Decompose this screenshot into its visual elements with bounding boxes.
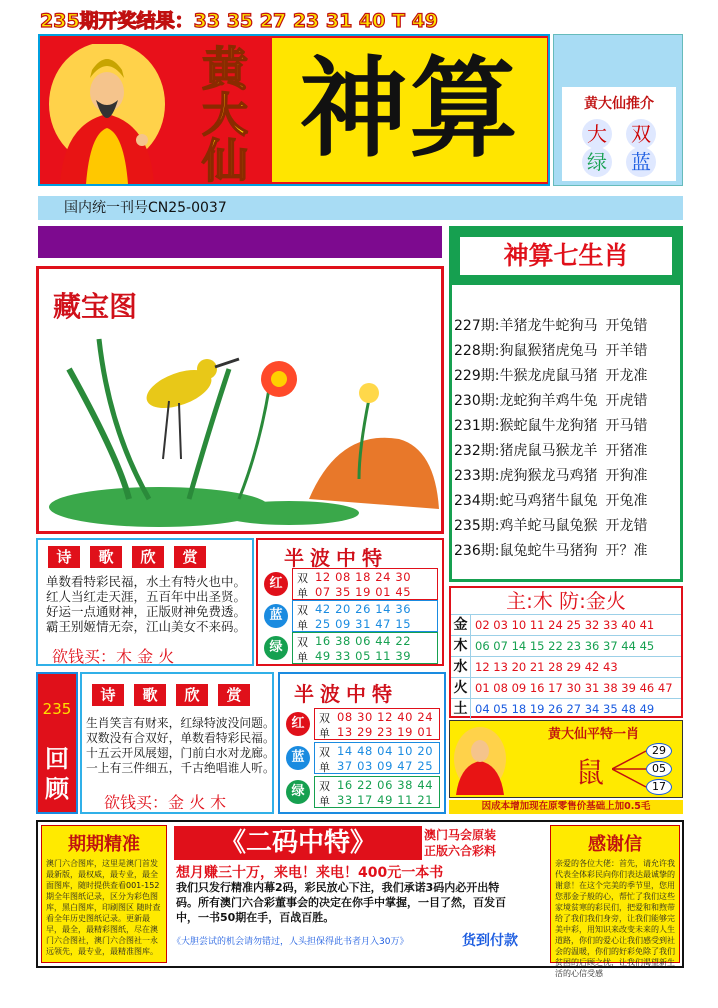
row-result: 开狗准 bbox=[605, 468, 648, 484]
number-list: 14 48 04 10 20 bbox=[337, 744, 434, 758]
deity-name: 黄大仙 bbox=[202, 42, 248, 188]
color-badge: 红 bbox=[264, 572, 288, 596]
number-list: 12 08 18 24 30 bbox=[315, 570, 412, 584]
center-foot: 《大胆尝试的机会请勿错过，人头担保得此书者月入30万》 bbox=[172, 937, 409, 947]
shengxiao-panel bbox=[449, 226, 683, 582]
shengxiao-title: 神算七生肖 bbox=[460, 237, 672, 275]
footer-panel bbox=[36, 820, 684, 978]
buy-hint: 欲钱买：金 火 木 bbox=[104, 793, 227, 812]
shengxiao-row bbox=[454, 390, 647, 410]
recommend-char: 蓝 bbox=[626, 147, 656, 177]
row-label: 单 bbox=[319, 727, 330, 740]
color-badge: 蓝 bbox=[286, 746, 310, 770]
number-list: 16 22 06 38 44 bbox=[337, 778, 434, 792]
wuxing-key: 木 bbox=[451, 636, 471, 656]
review-issue: 235 bbox=[42, 700, 72, 718]
poem-head-char: 赏 bbox=[218, 684, 250, 706]
row-animals: 蛇马鸡猪牛鼠兔 bbox=[499, 493, 598, 509]
center-subtitle: 想月赚三十万，来电！来电！400元一本书 bbox=[176, 865, 444, 881]
row-issue: 230期: bbox=[454, 393, 500, 409]
recommend-title: 黄大仙推介 bbox=[584, 96, 654, 112]
row-label: 双 bbox=[319, 746, 330, 759]
buy-hint: 欲钱买：木 金 火 bbox=[52, 647, 175, 666]
half-wave-box-1 bbox=[256, 538, 444, 666]
wuxing-numbers: 06 07 14 15 22 23 36 37 44 45 bbox=[475, 639, 655, 653]
number-grid bbox=[314, 708, 440, 740]
shengxiao-row bbox=[454, 365, 647, 385]
poem-head-char: 欣 bbox=[176, 684, 208, 706]
ping-te-animal: 鼠 bbox=[576, 756, 605, 789]
shengxiao-row bbox=[454, 440, 647, 460]
poem-head-char: 诗 bbox=[48, 546, 80, 568]
shengxiao-row bbox=[454, 415, 647, 435]
wuxing-row bbox=[451, 698, 681, 719]
row-animals: 鼠兔蛇牛马猪狗 bbox=[499, 543, 598, 559]
recommend-char: 双 bbox=[626, 119, 656, 149]
row-label: 双 bbox=[319, 780, 330, 793]
poem-line: 十五云开凤展翅，门前白水对龙廊。 bbox=[86, 746, 275, 760]
row-label: 双 bbox=[297, 572, 308, 585]
wuxing-key: 金 bbox=[451, 615, 471, 635]
wuxing-table bbox=[449, 586, 683, 718]
row-label: 双 bbox=[297, 636, 308, 649]
row-animals: 狗鼠猴猪虎兔马 bbox=[499, 343, 598, 359]
row-issue: 233期: bbox=[454, 468, 500, 484]
poem-head-char: 赏 bbox=[174, 546, 206, 568]
main-title: 神算 bbox=[272, 38, 547, 182]
half-wave-box-2 bbox=[278, 672, 446, 814]
row-animals: 虎狗猴龙马鸡猪 bbox=[499, 468, 598, 484]
title-banner bbox=[38, 34, 550, 186]
shengxiao-row bbox=[454, 540, 647, 560]
row-result: 开虎错 bbox=[605, 393, 648, 409]
number-list: 08 30 12 40 24 bbox=[337, 710, 434, 724]
recommend-char: 绿 bbox=[582, 147, 612, 177]
row-result: 开马错 bbox=[605, 418, 648, 434]
poem-line: 双数没有合双好，单数看特彩民福。 bbox=[86, 731, 275, 745]
recommend-char: 大 bbox=[582, 119, 612, 149]
wuxing-key: 火 bbox=[451, 678, 471, 698]
row-animals: 猴蛇鼠牛龙狗猪 bbox=[499, 418, 598, 434]
color-badge: 红 bbox=[286, 712, 310, 736]
right-ad-title: 感谢信 bbox=[588, 834, 642, 855]
number-grid bbox=[314, 742, 440, 774]
shengxiao-row bbox=[454, 515, 647, 535]
row-animals: 鸡羊蛇马鼠兔猴 bbox=[499, 518, 598, 534]
half-wave-title: 半波中特 bbox=[284, 546, 388, 570]
left-ad-text: 澳门六合图库，这里是澳门首发最新版，最权威，最专业，最全面图库，随时提供查看001-152期全年图纸记录，区分为彩色图库，黑白图库，印刷图区 随时查看全年历史图纸记录。更新最早，最全，最精彩图纸，尽在澳门六合图社，澳门六合图社一永远领先，最专业，最精准图库。 bbox=[46, 859, 161, 956]
row-result: 开兔错 bbox=[605, 318, 648, 334]
ping-te-number: 05 bbox=[646, 761, 672, 777]
center-title: 《二码中特》 bbox=[174, 826, 422, 860]
row-label: 单 bbox=[297, 651, 308, 664]
row-result: 开猪准 bbox=[605, 443, 648, 459]
poem-lines bbox=[86, 716, 275, 776]
row-result: 开龙错 bbox=[605, 518, 648, 534]
row-animals: 牛猴龙虎鼠马猪 bbox=[499, 368, 598, 384]
center-side-2: 正版六合彩料 bbox=[424, 844, 497, 858]
price-note: 因成本增加现在原零售价基础上加0.5毛 bbox=[449, 800, 683, 814]
poem-box-1 bbox=[36, 538, 254, 666]
row-issue: 235期: bbox=[454, 518, 500, 534]
poem-line: 单数看特彩民福，水土有特火也中。 bbox=[46, 574, 247, 589]
wuxing-key: 土 bbox=[451, 699, 471, 719]
number-grid bbox=[292, 632, 438, 664]
recommend-box bbox=[553, 34, 683, 186]
shengxiao-row bbox=[454, 465, 647, 485]
ping-te-title: 黄大仙平特一肖 bbox=[548, 727, 640, 742]
row-issue: 231期: bbox=[454, 418, 500, 434]
poem-line: 一上有三件细五，千古绝唱谁人听。 bbox=[86, 761, 275, 775]
wuxing-row bbox=[451, 614, 681, 635]
color-badge: 绿 bbox=[286, 780, 310, 804]
wuxing-numbers: 04 05 18 19 26 27 34 35 48 49 bbox=[475, 702, 655, 716]
number-list: 13 29 23 19 01 bbox=[337, 725, 434, 739]
row-issue: 236期: bbox=[454, 543, 500, 559]
row-issue: 234期: bbox=[454, 493, 500, 509]
cod-label: 货到付款 bbox=[462, 933, 518, 949]
number-grid bbox=[292, 600, 438, 632]
wuxing-numbers: 01 08 09 16 17 30 31 38 39 46 47 bbox=[475, 681, 673, 695]
row-label: 双 bbox=[297, 604, 308, 617]
row-issue: 229期: bbox=[454, 368, 500, 384]
arrow-lines bbox=[612, 747, 648, 793]
number-list: 16 38 06 44 22 bbox=[315, 634, 412, 648]
shengxiao-row bbox=[454, 490, 647, 510]
row-animals: 龙蛇狗羊鸡牛兔 bbox=[499, 393, 598, 409]
number-list: 49 33 05 11 39 bbox=[315, 649, 412, 663]
row-result: 开？准 bbox=[605, 543, 648, 559]
treasure-title: 藏宝图 bbox=[53, 290, 138, 323]
poem-line: 生肖笑言有财来，红绿特波没问题。 bbox=[86, 716, 275, 730]
row-issue: 228期: bbox=[454, 343, 500, 359]
bird-painting bbox=[39, 309, 441, 531]
number-list: 33 17 49 11 21 bbox=[337, 793, 434, 807]
number-list: 07 35 19 01 45 bbox=[315, 585, 412, 599]
deity-portrait bbox=[46, 44, 168, 184]
half-wave-title: 半波中特 bbox=[294, 682, 398, 706]
row-result: 开兔准 bbox=[605, 493, 648, 509]
poem-line: 好运一点通财神，正版财神免费透。 bbox=[46, 604, 247, 619]
row-animals: 猪虎鼠马猴龙羊 bbox=[499, 443, 598, 459]
treasure-map-box bbox=[36, 266, 444, 534]
number-list: 42 20 26 14 36 bbox=[315, 602, 412, 616]
left-ad-title: 期期精准 bbox=[68, 834, 140, 855]
row-label: 双 bbox=[319, 712, 330, 725]
poem-head-char: 歌 bbox=[134, 684, 166, 706]
row-label: 单 bbox=[319, 761, 330, 774]
number-list: 37 03 09 47 25 bbox=[337, 759, 434, 773]
wuxing-key: 水 bbox=[451, 657, 471, 677]
row-issue: 232期: bbox=[454, 443, 500, 459]
shengxiao-row bbox=[454, 315, 647, 335]
center-body: 我们只发行精准内幕2码，彩民放心下注，我们承诺3码内必开出特码。所有澳门六合彩董事会的决定在你手中掌握，一目了然，百发百中，一书50期在手，百战百胜。 bbox=[176, 881, 506, 924]
number-grid bbox=[292, 568, 438, 600]
poem-line: 霸王别姬情无奈，江山美女不来码。 bbox=[46, 619, 247, 634]
color-badge: 蓝 bbox=[264, 604, 288, 628]
row-label: 单 bbox=[319, 795, 330, 808]
row-issue: 227期: bbox=[454, 318, 500, 334]
number-list: 25 09 31 47 15 bbox=[315, 617, 412, 631]
poem-lines bbox=[46, 574, 246, 634]
ping-te-box bbox=[449, 720, 683, 798]
right-ad bbox=[550, 825, 680, 978]
review-tag bbox=[36, 672, 78, 814]
purple-bar bbox=[38, 226, 442, 258]
review-label: 回顾 bbox=[45, 745, 69, 803]
row-animals: 羊猪龙牛蛇狗马 bbox=[499, 318, 598, 334]
row-result: 开龙准 bbox=[605, 368, 648, 384]
wuxing-row bbox=[451, 635, 681, 656]
deity-small-icon bbox=[452, 725, 508, 795]
row-label: 单 bbox=[297, 587, 308, 600]
poem-line: 红人当红走天涯，五百年中出圣贤。 bbox=[46, 589, 247, 604]
poem-head-char: 歌 bbox=[90, 546, 122, 568]
left-ad bbox=[41, 825, 167, 963]
wuxing-row bbox=[451, 677, 681, 698]
ping-te-number: 17 bbox=[646, 779, 672, 795]
color-badge: 绿 bbox=[264, 636, 288, 660]
issn-strip: 国内统一刊号CN25-0037 bbox=[38, 196, 683, 220]
result-headline: 235期开奖结果：33 35 27 23 31 40 T 49 bbox=[40, 10, 439, 32]
shengxiao-row bbox=[454, 340, 647, 360]
number-grid bbox=[314, 776, 440, 808]
poem-box-2 bbox=[80, 672, 274, 814]
row-label: 单 bbox=[297, 619, 308, 632]
ping-te-number: 29 bbox=[646, 743, 672, 759]
wuxing-numbers: 02 03 10 11 24 25 32 33 40 41 bbox=[475, 618, 655, 632]
right-ad-text: 亲爱的各位大佬：首先，请允许我代表全体彩民向你们表达最诚挚的谢意！在这个完美的季节里，您用您那金子般的心，帮忙了我们这些家境贫寒的彩民们，把爱和和煦带给了我们我们身旁，让我们能够完美中彩，用知识来改变未来的人生道路，你们的爱心让我们感受到社会的温暖，你们的好彩免除了我们贫困的后顾之忧，让我们渴望新生活的心信受感 bbox=[555, 859, 675, 978]
wuxing-row bbox=[451, 656, 681, 677]
wuxing-head: 主:木 防:金火 bbox=[506, 589, 626, 613]
center-side-1: 澳门马会原装 bbox=[424, 828, 497, 842]
poem-head-char: 诗 bbox=[92, 684, 124, 706]
poem-head-char: 欣 bbox=[132, 546, 164, 568]
row-result: 开羊错 bbox=[605, 343, 648, 359]
wuxing-numbers: 12 13 20 21 28 29 42 43 bbox=[475, 660, 618, 674]
